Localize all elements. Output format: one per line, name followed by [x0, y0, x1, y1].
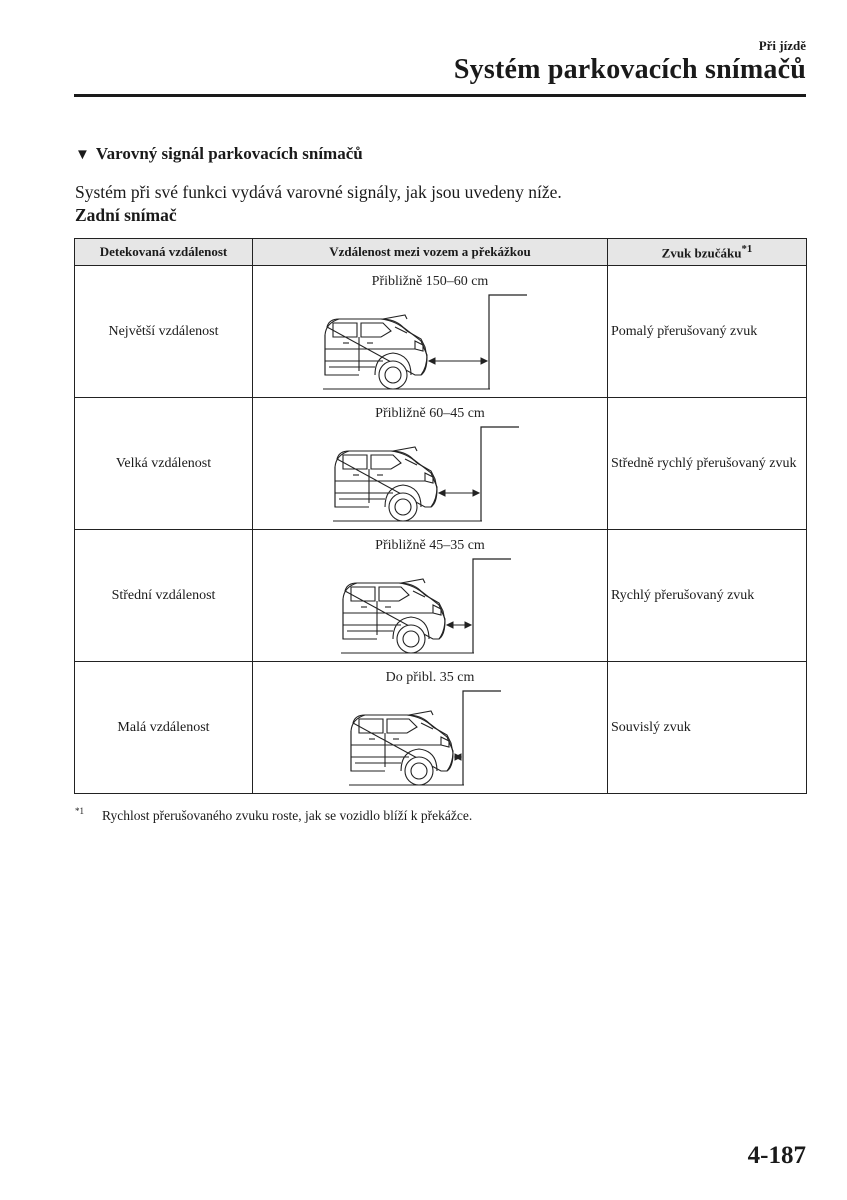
col-header-distance: Detekovaná vzdálenost: [75, 239, 253, 266]
triangle-bullet-icon: ▼: [75, 147, 90, 163]
col-header-sound: [608, 239, 807, 266]
sound-cell: Rychlý přerušovaný zvuk: [608, 530, 807, 662]
distance-cell: Střední vzdálenost: [75, 530, 253, 662]
sound-cell: Pomalý přerušovaný zvuk: [608, 266, 807, 398]
distance-arrow: [429, 358, 487, 364]
distance-cell: Malá vzdálenost: [75, 662, 253, 794]
subheading: [75, 144, 363, 164]
col-header-sound-label: Zvuk bzučáku: [661, 245, 742, 261]
distance-arrow: [447, 622, 471, 628]
table-row: [75, 266, 807, 398]
footnote-ref: *1: [741, 242, 753, 255]
obstacle-wall: [489, 295, 527, 389]
footnote-marker: *1: [75, 806, 84, 816]
warning-signal-table: [74, 238, 807, 794]
sound-cell: Souvislý zvuk: [608, 662, 807, 794]
distance-arrow: [455, 754, 461, 760]
table-row: [75, 530, 807, 662]
obstacle-wall: [481, 427, 519, 521]
car-icon: [333, 447, 443, 521]
intro-text: Systém při své funkci vydává varovné signály, jak jsou uvedeny níže.: [75, 182, 562, 202]
distance-diagram-cell: [253, 530, 608, 662]
page-number: 4-187: [747, 1142, 806, 1169]
gap-label: Přibližně 45–35 cm: [375, 537, 485, 553]
page-title: Systém parkovacích snímačů: [453, 54, 806, 85]
distance-diagram-cell: [253, 266, 608, 398]
car-icon: [341, 579, 451, 653]
distance-diagram-cell: [253, 662, 608, 794]
car-icon: [323, 315, 433, 389]
car-obstacle-diagram: [253, 531, 607, 661]
footnote-text: Rychlost přerušovaného zvuku roste, jak se vozidlo blíží k překážce.: [102, 807, 473, 823]
distance-diagram-cell: [253, 398, 608, 530]
table-row: [75, 398, 807, 530]
table-header-row: [75, 239, 807, 266]
section-name: Při jízdě: [758, 38, 806, 53]
car-obstacle-diagram: [253, 399, 607, 529]
gap-label: Do přibl. 35 cm: [385, 669, 475, 685]
car-icon: [349, 711, 459, 785]
subheading-text: Varovný signál parkovacích snímačů: [95, 144, 363, 163]
section-label: Zadní snímač: [75, 205, 177, 225]
sound-cell: Středně rychlý přerušovaný zvuk: [608, 398, 807, 530]
table-row: [75, 662, 807, 794]
distance-cell: Velká vzdálenost: [75, 398, 253, 530]
gap-label: Přibližně 150–60 cm: [371, 273, 489, 289]
col-header-gap: Vzdálenost mezi vozem a překážkou: [253, 239, 608, 266]
distance-cell: Největší vzdálenost: [75, 266, 253, 398]
car-obstacle-diagram: [253, 267, 607, 397]
car-obstacle-diagram: [253, 663, 607, 793]
header-divider: [74, 94, 806, 97]
gap-label: Přibližně 60–45 cm: [375, 405, 485, 421]
footnote: [75, 806, 472, 824]
distance-arrow: [439, 490, 479, 496]
obstacle-wall: [473, 559, 511, 653]
obstacle-wall: [463, 691, 501, 785]
